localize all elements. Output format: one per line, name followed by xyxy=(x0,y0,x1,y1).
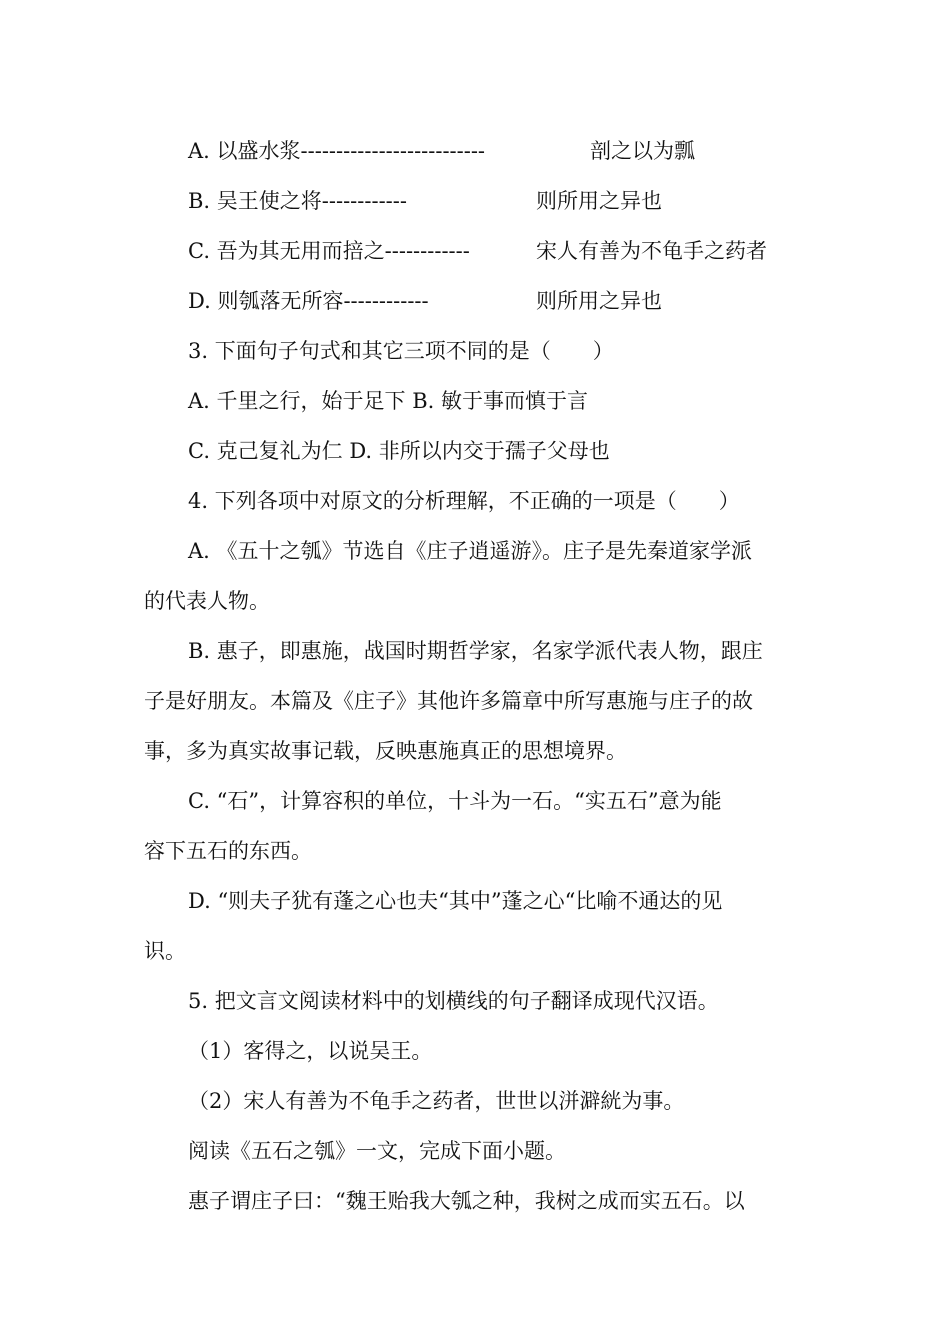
q5-sentence-2-pre: （2）宋人有善为不龟手之药者，世世以 xyxy=(188,1089,559,1113)
q4-option-b-line-3: 事，多为真实故事记载，反映惠施真正的思想境界。 xyxy=(144,739,627,763)
q4-option-a-line-2: 的代表人物。 xyxy=(144,589,270,613)
passage-intro: 阅读《五石之瓠》一文，完成下面小题。 xyxy=(188,1139,566,1163)
q5-sentence-1: （1）客得之，以说吴王。 xyxy=(188,1039,433,1063)
q5-sentence-2 xyxy=(188,1086,684,1116)
q2-option-d-dashes: ------------ xyxy=(343,289,429,313)
q3-options-row-1: A. 千里之行，始于足下 B. 敏于事而慎于言 xyxy=(188,389,588,413)
q4-option-b-line-2: 子是好朋友。本篇及《庄子》其他许多篇章中所写惠施与庄子的故 xyxy=(144,689,753,713)
q4-option-a-line-1: A. 《五十之瓠》节选自《庄子逍遥游》。庄子是先秦道家学派 xyxy=(188,539,753,563)
q2-option-b-dashes: ------------ xyxy=(321,189,407,213)
q4-option-d-line-1: D. “则夫子犹有蓬之心也夫“其中”蓬之心“比喻不通达的见 xyxy=(188,889,723,913)
q4-option-c-line-1: C. “石”，计算容积的单位，十斗为一石。“实五石”意为能 xyxy=(188,789,722,813)
q2-option-c-text: C. 吾为其无用而掊之 xyxy=(188,239,385,263)
q2-option-a-text: A. 以盛水浆 xyxy=(188,139,301,163)
q2-option-c-dashes: ------------ xyxy=(384,239,470,263)
q5-stem: 5. 把文言文阅读材料中的划横线的句子翻译成现代汉语。 xyxy=(188,989,719,1013)
q2-option-c-right: 宋人有善为不龟手之药者 xyxy=(536,239,767,263)
q2-option-d-right: 则所用之异也 xyxy=(536,289,662,313)
q4-option-d-line-2: 识。 xyxy=(144,939,186,963)
q5-sentence-2-post: 为事。 xyxy=(621,1089,685,1113)
q2-option-d-text: D. 则瓠落无所容 xyxy=(188,289,344,313)
q5-sentence-2-word: 洴澼絖 xyxy=(558,1089,622,1113)
q2-option-b-text: B. 吴王使之将 xyxy=(188,189,322,213)
q2-option-a-right: 剖之以为瓢 xyxy=(590,139,695,163)
q4-stem: 4. 下列各项中对原文的分析理解，不正确的一项是（ ） xyxy=(188,489,740,513)
passage-line-1: 惠子谓庄子曰：“魏王贻我大瓠之种，我树之成而实五石。以 xyxy=(188,1189,745,1213)
q4-option-b-line-1: B. 惠子，即惠施，战国时期哲学家，名家学派代表人物，跟庄 xyxy=(188,639,763,663)
q2-option-b-right: 则所用之异也 xyxy=(536,189,662,213)
q4-option-c-line-2: 容下五石的东西。 xyxy=(144,839,312,863)
q2-option-a-dashes: -------------------------- xyxy=(300,139,486,163)
q3-stem: 3. 下面句子句式和其它三项不同的是（ ） xyxy=(188,339,614,363)
q3-options-row-2: C. 克己复礼为仁 D. 非所以内交于孺子父母也 xyxy=(188,439,610,463)
